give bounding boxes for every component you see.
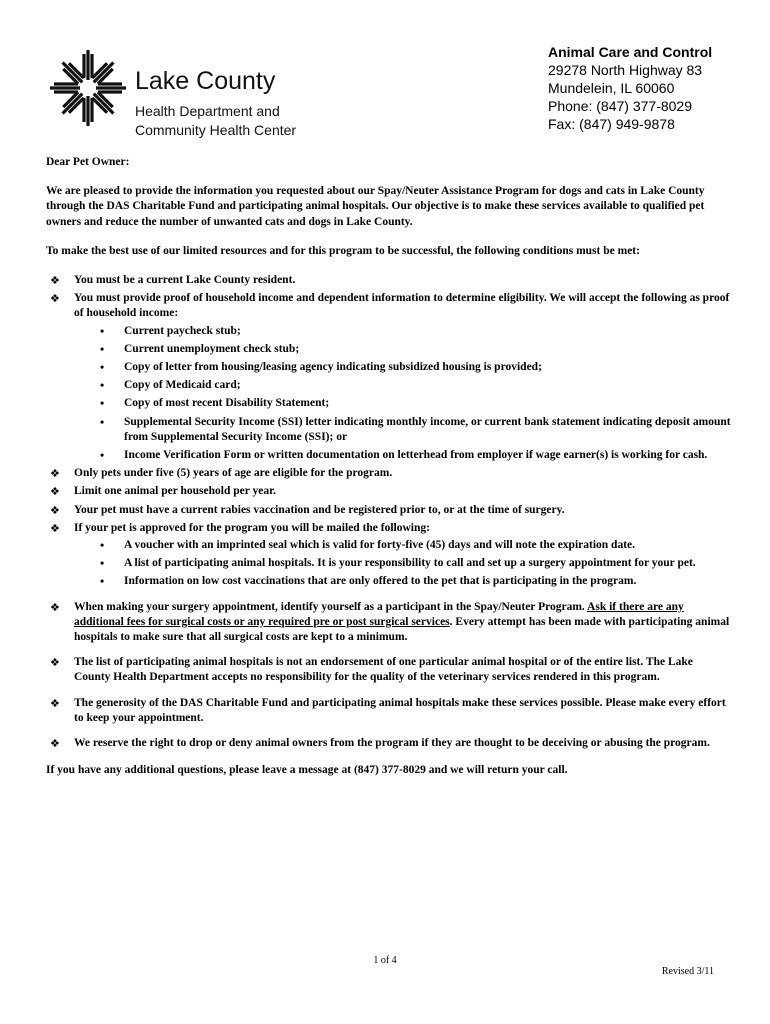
list-item: ❖ You must provide proof of household income and dependent information to determine eligibility. We will accept the following as proof of household income: • Current paycheck stub; • Current unemployment check stub; • Copy of letter from housing/leasing agency indicating subsidized housing is provided; • Copy of Medicaid card; • Copy of most recent Disability Statement; • Supplemental Security Income (SSI) letter indicating monthly income, or current bank statement indicating deposit amount from Supplemental Security Income (SSI); or • Income Verification Form or written documentation on letterhead from employer if wage earner(s) is working for cash. (50, 292, 731, 463)
fax-number: Fax: (847) 949-9878 (548, 116, 675, 132)
diamond-bullet-icon: ❖ (50, 274, 60, 288)
intro-paragraph: We are pleased to provide the information you requested about our Spay/Neuter Assistance Program for dogs and cats in Lake County through the DAS Charitable Fund and participating animal hospitals. Our objective is to make these services available to qualified pet owners and reduce the number of unwanted cats and dogs in Lake County. (46, 185, 705, 228)
list-item: • Supplemental Security Income (SSI) letter indicating monthly income, or current bank statement indicating deposit amount from Supplemental Security Income (SSI); or (100, 414, 731, 443)
revision-date: Revised 3/11 (661, 966, 714, 977)
underlined-instruction: Ask if there are any additional fees for surgical costs or any required pre or post surgical services (74, 600, 684, 628)
diamond-bullet-icon: ❖ (50, 696, 60, 710)
diamond-bullet-icon: ❖ (50, 485, 60, 499)
diamond-bullet-icon: ❖ (50, 503, 60, 517)
list-item: • Copy of most recent Disability Statement; (100, 396, 330, 411)
contact-title: Animal Care and Control (548, 44, 713, 60)
list-item: ❖ The list of participating animal hospitals is not an endorsement of one particular animal hospital or of the entire list. The Lake County Health Department accepts no responsibility for the quality of the veterinary services rendered in this program. (50, 656, 693, 684)
list-item: ❖ Only pets under five (5) years of age are eligible for the program. (50, 467, 393, 481)
conditions-intro: To make the best use of our limited resources and for this program to be successful, the following conditions must be met: (46, 244, 640, 257)
list-item: • Copy of letter from housing/leasing agency indicating subsidized housing is provided; (100, 360, 542, 375)
list-item: • Information on low cost vaccinations that are only offered to the pet that is participating in the program. (100, 574, 637, 589)
diamond-bullet-icon: ❖ (50, 521, 60, 535)
organization-block (135, 66, 296, 140)
phone-number: Phone: (847) 377-8029 (548, 98, 692, 114)
address-line-1: 29278 North Highway 83 (548, 62, 703, 78)
diamond-bullet-icon: ❖ (50, 656, 60, 670)
list-item: ❖ If your pet is approved for the program you will be mailed the following: • A voucher with an imprinted seal which is valid for forty-five (45) days and will note the expiration date. • A list of participating animal hospitals. It is your responsibility to call and set up a surgery appointment for your pet. • Information on low cost vaccinations that are only offered to the pet that is participating in the program. (46, 521, 731, 590)
list-item: ❖ Limit one animal per household per year. (50, 485, 277, 499)
list-item: • Current paycheck stub; (100, 323, 241, 338)
list-item: • Copy of Medicaid card; (100, 378, 241, 393)
greeting: Dear Pet Owner: (46, 156, 130, 168)
list-item: ❖ Your pet must have a current rabies vaccination and be registered prior to, or at the time of surgery. (50, 503, 565, 517)
list-item: ❖ The generosity of the DAS Charitable Fund and participating animal hospitals make these services possible. Please make every effort to keep your appointment. (50, 696, 726, 724)
contact-block (548, 43, 712, 133)
diamond-bullet-icon: ❖ (50, 737, 60, 751)
list-item: • A list of participating animal hospitals. It is your responsibility to call and set up a surgery appointment for your pet. (100, 556, 696, 571)
diamond-bullet-icon: ❖ (50, 467, 60, 481)
org-subtitle-1: Health Department and (135, 103, 280, 119)
org-name: Lake County (135, 67, 276, 95)
address-line-2: Mundelein, IL 60060 (548, 80, 675, 96)
conditions-list (46, 273, 731, 751)
list-item: • Current unemployment check stub; (100, 341, 300, 356)
proof-list (74, 324, 731, 464)
diamond-bullet-icon: ❖ (50, 600, 60, 614)
closing-paragraph: If you have any additional questions, please leave a message at (847) 377-8029 and we will return your call. (46, 764, 568, 777)
list-item: ❖ When making your surgery appointment, identify yourself as a participant in the Spay/Neuter Program. Ask if there are any additional fees for surgical costs or any required pre or post surgical services. Every attempt has been made with participating animal hospitals to make sure that all surgical costs are kept to a minimum. (50, 600, 730, 644)
page-number: 1 of 4 (373, 955, 397, 966)
org-subtitle-2: Community Health Center (135, 122, 297, 138)
list-item: • Income Verification Form or written documentation on letterhead from employer if wage earner(s) is working for cash. (100, 448, 708, 463)
list-item: • A voucher with an imprinted seal which is valid for forty-five (45) days and will note the expiration date. (100, 538, 636, 553)
list-item: ❖ We reserve the right to drop or deny animal owners from the program if they are thought to be deceiving or abusing the program. (50, 737, 710, 751)
list-item: ❖ You must be a current Lake County resident. (50, 274, 296, 288)
letter-body (46, 155, 731, 779)
mailed-items-list (74, 538, 731, 590)
diamond-bullet-icon: ❖ (50, 292, 60, 306)
starburst-logo-icon (48, 48, 128, 128)
